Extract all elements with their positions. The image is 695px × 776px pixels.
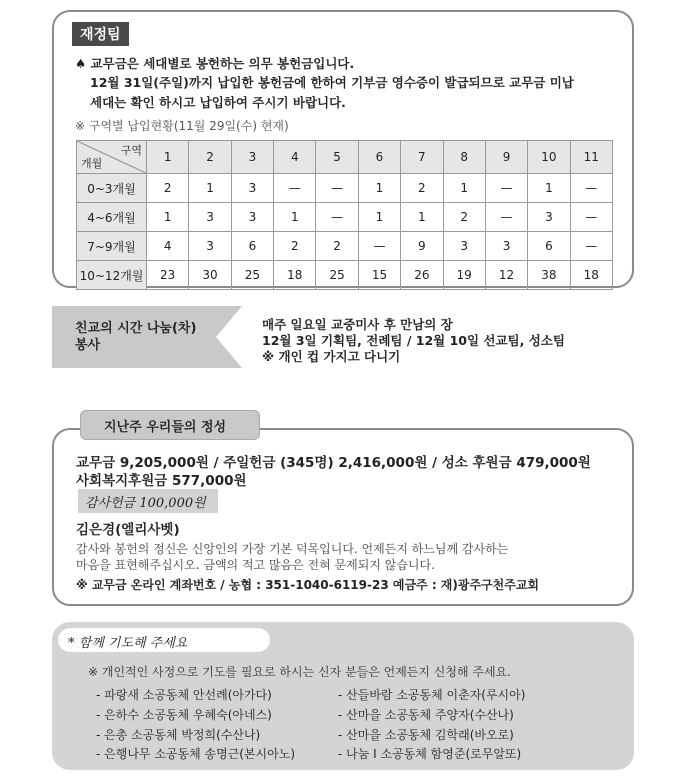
district-header: 2	[189, 141, 231, 174]
account-info: ※ 교무금 온라인 계좌번호 / 농협 : 351-1040-6119-23 예금주 : 재)광주구천주교회	[76, 578, 540, 592]
thanks-offering-label: 감사헌금 100,000원	[85, 496, 206, 511]
finance-intro-3: 세대는 확인 하시고 납입하여 주시기 바랍니다.	[90, 95, 346, 110]
prayer-list-item: - 나눔 I 소공동체 함영준(로무알또)	[338, 747, 522, 761]
table-cell: 3	[231, 174, 273, 203]
offerings-tab-label: 지난주 우리들의 정성	[104, 420, 227, 435]
finance-note: ※ 구역별 납입현황(11월 29일(수) 현재)	[75, 119, 289, 133]
table-row	[77, 261, 613, 290]
table-cell: 18	[570, 261, 612, 290]
table-cell: 4	[147, 232, 189, 261]
table-cell: 2	[147, 174, 189, 203]
table-cell: —	[358, 232, 400, 261]
prayer-list-item: - 은하수 소공동체 우혜숙(아네스)	[96, 708, 272, 722]
district-header: 7	[401, 141, 443, 174]
table-row	[77, 203, 613, 232]
table-cell: 3	[189, 232, 231, 261]
prayer-list-item: - 산마을 소공동체 김학래(바오로)	[338, 728, 514, 742]
fellowship-info-3: ※ 개인 컵 가지고 다니기	[262, 349, 401, 364]
donor-name: 김은경(엘리사벳)	[76, 522, 180, 538]
table-cell: —	[316, 203, 358, 232]
prayer-list-item: - 파랑새 소공동체 안선례(아가다)	[96, 688, 272, 702]
table-cell: —	[570, 232, 612, 261]
table-cell: 1	[189, 174, 231, 203]
table-row	[77, 232, 613, 261]
table-cell: 18	[274, 261, 316, 290]
dues-table	[76, 140, 613, 290]
offerings-message-1: 감사와 봉헌의 정신은 신앙인의 가장 기본 덕목입니다. 언제든지 하느님께 감사하는	[76, 542, 509, 556]
table-cell: 19	[443, 261, 485, 290]
table-cell: 30	[189, 261, 231, 290]
table-cell: 3	[443, 232, 485, 261]
district-header: 5	[316, 141, 358, 174]
table-cell: 2	[316, 232, 358, 261]
table-cell: 1	[147, 203, 189, 232]
row-label: 4~6개월	[77, 203, 147, 232]
table-cell: —	[485, 203, 527, 232]
table-cell: 1	[401, 203, 443, 232]
offerings-totals-2: 사회복지후원금 577,000원	[76, 473, 247, 489]
prayer-list-item: - 은행나무 소공동체 송명근(본시아노)	[96, 747, 296, 761]
table-cell: 3	[528, 203, 570, 232]
table-cell: 1	[274, 203, 316, 232]
corner-month-label: 개월	[81, 157, 103, 170]
table-cell: 1	[358, 174, 400, 203]
prayer-title: * 함께 기도해 주세요	[68, 636, 188, 651]
offerings-totals-1: 교무금 9,205,000원 / 주일헌금 (345명) 2,416,000원 / 성소 후원금 479,000원	[76, 455, 591, 471]
table-cell: 2	[443, 203, 485, 232]
row-label: 7~9개월	[77, 232, 147, 261]
table-cell: —	[570, 174, 612, 203]
district-header: 6	[358, 141, 400, 174]
table-cell: 3	[189, 203, 231, 232]
table-cell: 25	[231, 261, 273, 290]
district-header: 10	[528, 141, 570, 174]
table-cell: 25	[316, 261, 358, 290]
district-header: 3	[231, 141, 273, 174]
table-row	[77, 174, 613, 203]
district-header: 1	[147, 141, 189, 174]
prayer-note: ※ 개인적인 사정으로 기도를 필요로 하시는 신자 분들은 언제든지 신청해 주세요.	[88, 665, 511, 679]
table-cell: 3	[485, 232, 527, 261]
table-cell: —	[570, 203, 612, 232]
table-cell: 26	[401, 261, 443, 290]
table-cell: 6	[231, 232, 273, 261]
table-cell: 2	[401, 174, 443, 203]
table-cell: 23	[147, 261, 189, 290]
row-label: 0~3개월	[77, 174, 147, 203]
district-header: 9	[485, 141, 527, 174]
district-header: 8	[443, 141, 485, 174]
table-cell: —	[274, 174, 316, 203]
district-header: 11	[570, 141, 612, 174]
finance-intro-2: 12월 31일(주일)까지 납입한 봉헌금에 한하여 기부금 영수증이 발급되므로 교무금 미납	[90, 75, 574, 90]
table-cell: 3	[231, 203, 273, 232]
table-cell: 2	[274, 232, 316, 261]
finance-intro-1: ♠ 교무금은 세대별로 봉헌하는 의무 봉헌금입니다.	[75, 56, 355, 71]
offerings-message-2: 마음을 표현해주십시오. 금액의 적고 많음은 전혀 문제되지 않습니다.	[76, 558, 435, 572]
prayer-list-item: - 은총 소공동체 박정희(수산나)	[96, 728, 261, 742]
fellowship-title-line-2: 봉사	[75, 338, 101, 353]
table-cell: —	[316, 174, 358, 203]
table-cell: 1	[358, 203, 400, 232]
table-cell: 9	[401, 232, 443, 261]
table-cell: 1	[528, 174, 570, 203]
corner-district-label: 구역	[120, 144, 142, 157]
fellowship-info-1: 매주 일요일 교중미사 후 만남의 장	[262, 317, 453, 332]
fellowship-title-line-1: 친교의 시간 나눔(차)	[75, 321, 197, 336]
fellowship-info-2: 12월 3일 기획팀, 전례팀 / 12월 10일 선교팀, 성소팀	[262, 333, 565, 348]
table-cell: 38	[528, 261, 570, 290]
dues-header-row	[77, 141, 613, 174]
prayer-list-item: - 산들바람 소공동체 이춘자(루시아)	[338, 688, 526, 702]
fellowship-title	[75, 320, 196, 354]
row-label: 10~12개월	[77, 261, 147, 290]
district-header: 4	[274, 141, 316, 174]
table-cell: 1	[443, 174, 485, 203]
dues-corner-cell	[77, 141, 147, 174]
table-cell: 6	[528, 232, 570, 261]
table-cell: 15	[358, 261, 400, 290]
prayer-list-item: - 산마을 소공동체 주양자(수산나)	[338, 708, 514, 722]
finance-badge: 재정팀	[72, 22, 129, 46]
table-cell: 12	[485, 261, 527, 290]
table-cell: —	[485, 174, 527, 203]
